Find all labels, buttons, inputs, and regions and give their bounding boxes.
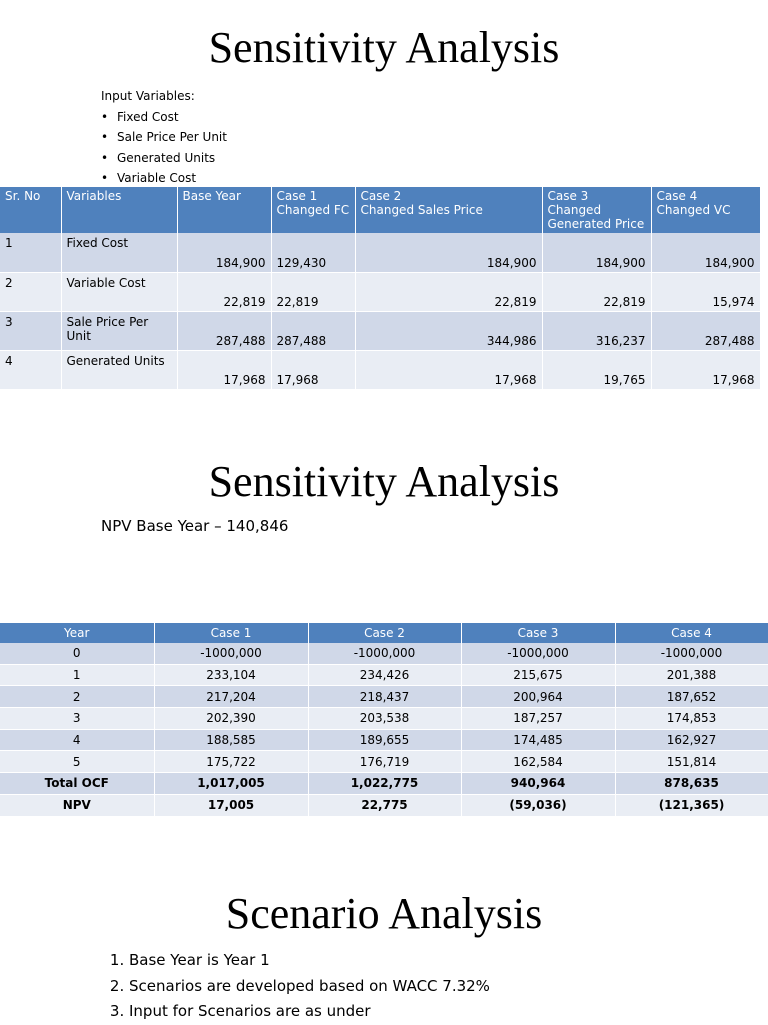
value-cell: 17,968 — [271, 350, 355, 389]
table-row — [0, 664, 768, 686]
table-row — [0, 233, 760, 272]
table-row — [0, 751, 768, 773]
table-row — [0, 272, 760, 311]
list-item: 1. Base Year is Year 1 — [129, 948, 490, 974]
cell: 188,585 — [154, 729, 308, 751]
cell: 215,675 — [461, 664, 615, 686]
cell: 5 — [0, 751, 154, 773]
table-row — [0, 643, 768, 664]
table-header-row — [0, 187, 760, 233]
value-cell: 15,974 — [651, 272, 760, 311]
cell: NPV — [0, 794, 154, 816]
table-row — [0, 729, 768, 751]
col-header: Sr. No — [0, 187, 61, 233]
value-cell: 17,968 — [651, 350, 760, 389]
value-cell: 17,968 — [355, 350, 542, 389]
cell: 1,022,775 — [308, 773, 461, 795]
value-cell: 316,237 — [542, 311, 651, 350]
cell: (59,036) — [461, 794, 615, 816]
value-cell: 287,488 — [271, 311, 355, 350]
input-variables-list — [101, 86, 227, 189]
cell: 22,775 — [308, 794, 461, 816]
list-item: 3. Input for Scenarios are as under — [129, 999, 490, 1025]
cell: 217,204 — [154, 686, 308, 708]
cell: 3 — [0, 708, 154, 730]
sr-no-cell: 3 — [0, 311, 61, 350]
value-cell: 129,430 — [271, 233, 355, 272]
cell: -1000,000 — [461, 643, 615, 664]
cell: 162,927 — [615, 729, 768, 751]
cell: 1 — [0, 664, 154, 686]
cell: 203,538 — [308, 708, 461, 730]
col-header: Case 1 — [154, 623, 308, 643]
cell: 162,584 — [461, 751, 615, 773]
value-cell: 184,900 — [651, 233, 760, 272]
value-cell: 184,900 — [355, 233, 542, 272]
value-cell: 184,900 — [177, 233, 271, 272]
cell: 233,104 — [154, 664, 308, 686]
cell: -1000,000 — [615, 643, 768, 664]
table-row — [0, 350, 760, 389]
col-header: Case 1 Changed FC — [271, 187, 355, 233]
input-variables-heading: Input Variables: — [101, 89, 195, 103]
value-cell: 22,819 — [177, 272, 271, 311]
col-header: Case 3 Changed Generated Price — [542, 187, 651, 233]
col-header: Case 4 Changed VC — [651, 187, 760, 233]
npv-cases-table — [0, 623, 768, 817]
cell: 0 — [0, 643, 154, 664]
col-header: Year — [0, 623, 154, 643]
sr-no-cell: 2 — [0, 272, 61, 311]
table-row — [0, 708, 768, 730]
col-header: Case 3 — [461, 623, 615, 643]
col-header: Case 2 Changed Sales Price — [355, 187, 542, 233]
cell: 175,722 — [154, 751, 308, 773]
value-cell: 287,488 — [177, 311, 271, 350]
cell: 17,005 — [154, 794, 308, 816]
variable-cell: Generated Units — [61, 350, 177, 389]
input-item: • Variable Cost — [101, 168, 227, 189]
input-item: • Sale Price Per Unit — [101, 127, 227, 148]
table-row — [0, 311, 760, 350]
cell: 234,426 — [308, 664, 461, 686]
table-row — [0, 686, 768, 708]
col-header: Base Year — [177, 187, 271, 233]
col-header: Variables — [61, 187, 177, 233]
cell: 202,390 — [154, 708, 308, 730]
value-cell: 17,968 — [177, 350, 271, 389]
value-cell: 287,488 — [651, 311, 760, 350]
input-item: • Fixed Cost — [101, 107, 227, 128]
slide2-title: Sensitivity Analysis — [208, 457, 560, 506]
value-cell: 22,819 — [542, 272, 651, 311]
value-cell: 184,900 — [542, 233, 651, 272]
cell: 4 — [0, 729, 154, 751]
cell: 176,719 — [308, 751, 461, 773]
sr-no-cell: 1 — [0, 233, 61, 272]
col-header: Case 2 — [308, 623, 461, 643]
cell: (121,365) — [615, 794, 768, 816]
cell: -1000,000 — [154, 643, 308, 664]
scenario-steps-list — [101, 948, 490, 1025]
cell: 878,635 — [615, 773, 768, 795]
variable-cell: Variable Cost — [61, 272, 177, 311]
input-item: • Generated Units — [101, 148, 227, 169]
cell: 1,017,005 — [154, 773, 308, 795]
cell: Total OCF — [0, 773, 154, 795]
cell: 151,814 — [615, 751, 768, 773]
cell: 2 — [0, 686, 154, 708]
cell: 187,652 — [615, 686, 768, 708]
table-row-npv — [0, 794, 768, 816]
table-header-row — [0, 623, 768, 643]
cell: 187,257 — [461, 708, 615, 730]
cell: 174,485 — [461, 729, 615, 751]
value-cell: 22,819 — [355, 272, 542, 311]
sensitivity-inputs-table — [0, 187, 761, 390]
cell: 189,655 — [308, 729, 461, 751]
value-cell: 344,986 — [355, 311, 542, 350]
col-header: Case 4 — [615, 623, 768, 643]
cell: 201,388 — [615, 664, 768, 686]
cell: 218,437 — [308, 686, 461, 708]
table-row-total-ocf — [0, 773, 768, 795]
value-cell: 22,819 — [271, 272, 355, 311]
cell: 940,964 — [461, 773, 615, 795]
value-cell: 19,765 — [542, 350, 651, 389]
variable-cell: Sale Price Per Unit — [61, 311, 177, 350]
sr-no-cell: 4 — [0, 350, 61, 389]
slide1-title: Sensitivity Analysis — [208, 23, 560, 72]
variable-cell: Fixed Cost — [61, 233, 177, 272]
cell: 200,964 — [461, 686, 615, 708]
cell: 174,853 — [615, 708, 768, 730]
slide3-title: Scenario Analysis — [225, 889, 543, 938]
npv-base-year-text: NPV Base Year – 140,846 — [101, 517, 289, 535]
cell: -1000,000 — [308, 643, 461, 664]
list-item: 2. Scenarios are developed based on WACC 7.32% — [129, 974, 490, 1000]
